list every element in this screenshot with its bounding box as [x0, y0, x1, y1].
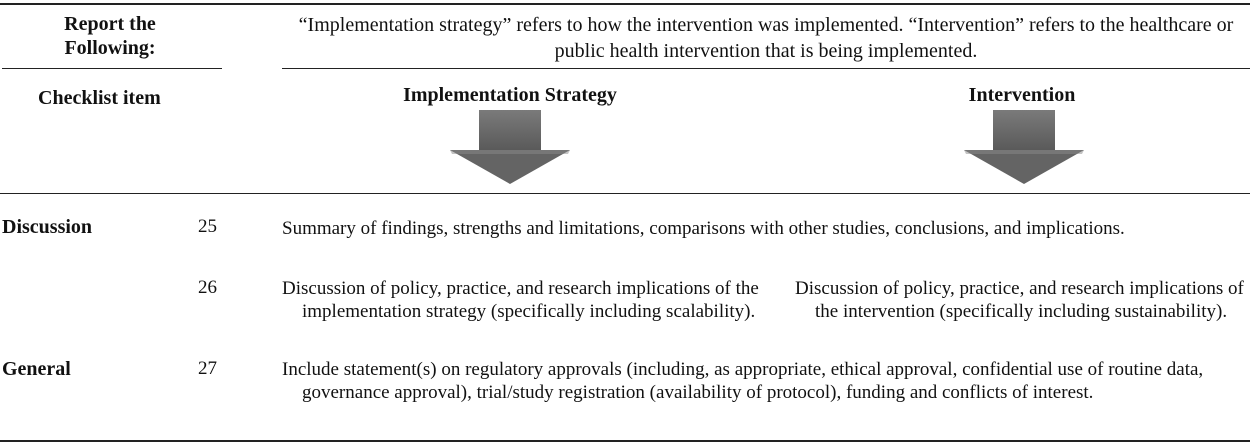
- arrow-down-icon: [958, 108, 1090, 188]
- section-discussion: Discussion: [2, 216, 93, 238]
- item-text: Summary of findings, strengths and limitations, comparisons with other studies, conclusions, and implications.: [282, 218, 1125, 239]
- item-text: Include statement(s) on regulatory approvals (including, as appropriate, ethical approval, confidential use of routine data, governance approval), trial/study registration (availability of protocol), funding and conflicts of interest.: [282, 359, 1204, 403]
- report-label: Report the Following:: [64, 13, 156, 59]
- section-general: General: [2, 358, 71, 380]
- bottom-rule: [0, 440, 1250, 442]
- item-number: 27: [198, 358, 217, 379]
- item-number: 25: [198, 216, 217, 237]
- report-label-rule: [2, 68, 222, 69]
- item-number: 26: [198, 277, 217, 298]
- definition-rule: [282, 68, 1250, 69]
- col-intervention: Intervention: [968, 84, 1076, 106]
- col-implementation-strategy: Implementation Strategy: [403, 84, 617, 106]
- arrow-down-icon: [444, 108, 576, 188]
- header-bottom-rule: [0, 193, 1250, 194]
- checklist-item-label: Checklist item: [38, 87, 161, 109]
- item-text-strategy: Discussion of policy, practice, and research implications of the implementation strategy (specifically including scalability).: [282, 278, 759, 322]
- top-rule: [0, 3, 1250, 5]
- definition-text: “Implementation strategy” refers to how the intervention was implemented. “Intervention” refers to the healthcare or public health intervention that is being implemented.: [298, 14, 1234, 62]
- item-text-intervention: Discussion of policy, practice, and research implications of the intervention (specifically including sustainability).: [795, 278, 1244, 322]
